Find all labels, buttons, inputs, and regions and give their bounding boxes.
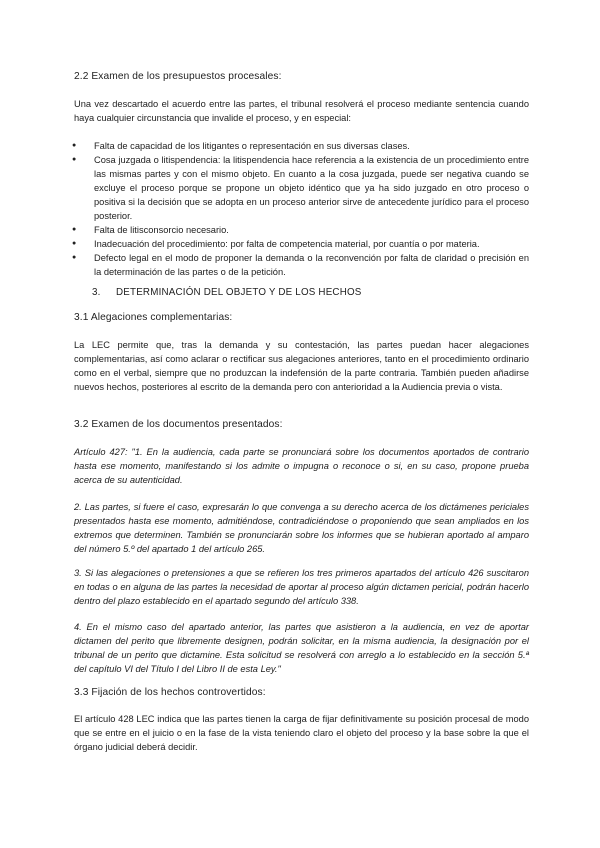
list-item: ● Falta de litisconsorcio necesario. — [72, 225, 229, 235]
heading-3-1: 3.1 Alegaciones complementarias: — [74, 312, 233, 323]
heading-3-2: 3.2 Examen de los documentos presentados: — [74, 419, 283, 430]
section-title: DETERMINACIÓN DEL OBJETO Y DE LOS HECHOS — [116, 287, 362, 298]
paragraph-3-1: La LEC permite que, tras la demanda y su contestación, las partes puedan hacer alegaciones complementarias, así como aclarar o rectificar sus alegaciones anteriores, tanto en el procedimiento ordinario como en el verbal, siempre que no produzcan la indefensión de la parte contraria. También pueden añadirse nuevos hechos, posteriores al escrito de la demanda pero con anterioridad a la Audiencia previa o vista. — [74, 340, 529, 392]
heading-3-3: 3.3 Fijación de los hechos controvertidos: — [74, 687, 266, 698]
list-item: ● Falta de capacidad de los litigantes o representación en sus diversas clases. — [72, 141, 410, 151]
list-item: ● Cosa juzgada o litispendencia: la litispendencia hace referencia a la existencia de un procedimiento entre las mismas partes y con el mismo objeto. En cuanto a la cosa juzgada, puede ser negativa cuando se excluye el proceso porque se propone un objeto idéntico que ya ha sido juzgado en otro proceso o positiva si la decisión que se adopta en un proceso anterior sirve de antecedente jurídico para el proceso posterior. — [72, 155, 529, 221]
quote-paragraph-2: 2. Las partes, si fuere el caso, expresarán lo que convenga a su derecho acerca de los dictámenes periciales presentados hasta ese momento, admitiéndose, contradiciéndose o proponiendo que sean ampliados en los extremos que determinen. También se pronunciarán sobre los informes que se hubieran aportado al amparo del número 5.º del apartado 1 del artículo 265. — [74, 502, 529, 554]
quote-paragraph-1: Artículo 427: "1. En la audiencia, cada parte se pronunciará sobre los documentos aportados de contrario hasta ese momento, manifestando si los admite o impugna o reconoce o si, en su caso, propone prueba acerca de su autenticidad. — [74, 447, 529, 485]
quote-paragraph-4: 4. En el mismo caso del apartado anterior, las partes que asistieron a la audiencia, en vez de aportar dictamen del perito que libremente designen, podrán solicitar, en la misma audiencia, la designación por el tribunal de un perito que dictamine. Esta solicitud se resolverá con arreglo a lo establecido en la sección 5.ª del capítulo VI del Título I del Libro II de esta Ley." — [74, 622, 529, 674]
paragraph-3-3: El artículo 428 LEC indica que las partes tienen la carga de fijar definitivamente su posición procesal de modo que se entre en el juicio o en la fase de la vista teniendo claro el objeto del proceso y la base sobre la que el órgano judicial deberá decidir. — [74, 714, 529, 752]
bullet-icon: ● — [72, 226, 77, 233]
paragraph-2-2-intro: Una vez descartado el acuerdo entre las partes, el tribunal resolverá el proceso mediante sentencia cuando haya cualquier circunstancia que invalide el proceso, y en especial: — [74, 99, 529, 123]
heading-2-2: 2.2 Examen de los presupuestos procesales: — [74, 71, 282, 82]
quote-paragraph-3: 3. Si las alegaciones o pretensiones a que se refieren los tres primeros apartados del artículo 426 suscitaron en todas o en alguna de las partes la necesidad de aportar al proceso algún dictamen pericial, podrán hacerlo dentro del plazo establecido en el apartado segundo del artículo 338. — [74, 568, 529, 606]
bullet-list-presupuestos — [74, 139, 529, 279]
section-number: 3. — [92, 287, 101, 298]
list-item: ● Inadecuación del procedimiento: por falta de competencia material, por cuantía o por materia. — [72, 239, 480, 249]
bullet-icon: ● — [72, 240, 77, 247]
bullet-icon: ● — [72, 142, 77, 149]
list-item: ● Defecto legal en el modo de proponer la demanda o la reconvención por falta de claridad o precisión en la determinación de las partes o de la petición. — [72, 253, 529, 277]
bullet-icon: ● — [72, 254, 77, 261]
heading-3 — [92, 287, 362, 298]
bullet-icon: ● — [72, 156, 77, 163]
